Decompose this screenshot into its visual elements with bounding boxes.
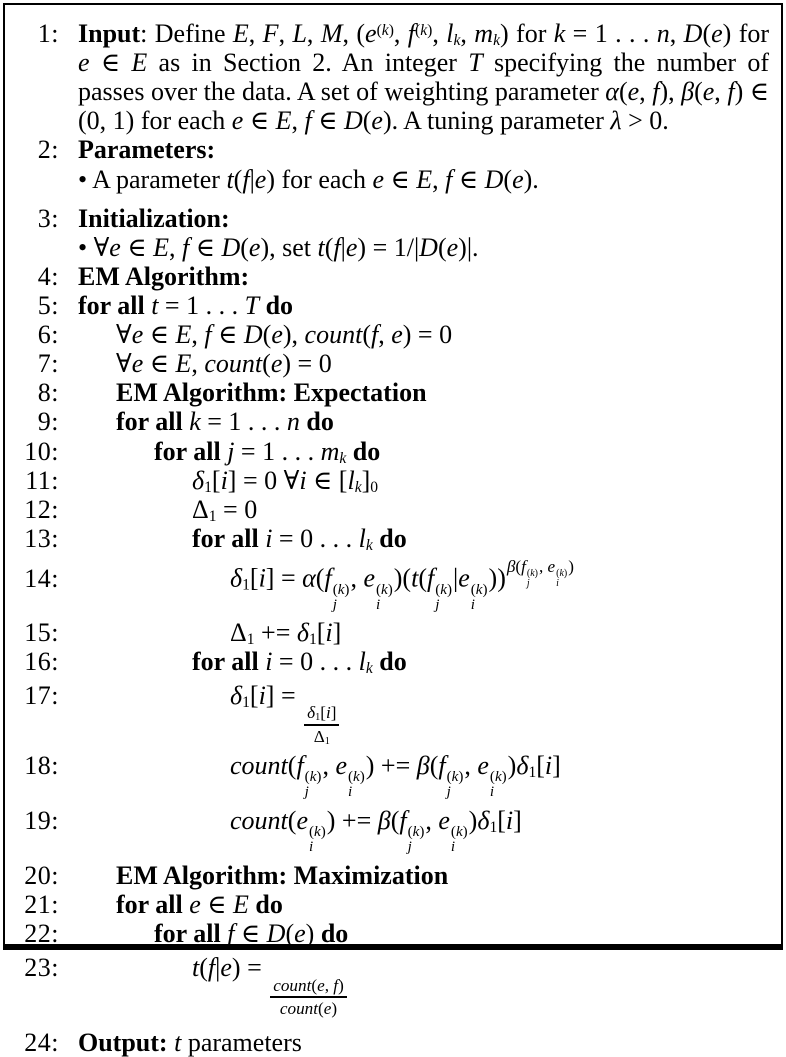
- line-number: 22:: [24, 918, 59, 948]
- line-number: 9:: [37, 407, 59, 437]
- line-number: 14:: [24, 563, 59, 593]
- line-content: $\delta_1[i] = \alpha(f$ (k) j , e (k) i )(t(f (k) j |e (k) i ))β(f (k) j , e (k) i ): [230, 556, 574, 614]
- line-content: EM Algorithm:: [78, 261, 250, 291]
- algo-line: [15, 378, 773, 407]
- algo-line: [15, 291, 773, 320]
- line-content: for all i = 0 . . . $l_k$ do: [192, 646, 407, 677]
- line-number: 6:: [37, 320, 59, 350]
- algo-line: [15, 558, 773, 614]
- algo-line: [15, 751, 773, 801]
- algorithm-lines: [15, 19, 773, 1057]
- line-content: Parameters:: [78, 135, 216, 165]
- algo-line: [15, 262, 773, 291]
- line-content: count(f (k) j , e (k) i ) += β(f (k) j , e (k) i )$\delta_1[i]$: [230, 750, 561, 801]
- line-content: for all t = 1 . . . T do: [78, 290, 294, 320]
- line-number: 2:: [37, 135, 59, 165]
- line-content: t(f|e) = $\frac{\text{count(e, f)}}{\text{count(e)}}$: [78, 953, 773, 1018]
- line-content: for all f ∈ D(e) do: [154, 918, 349, 948]
- line-number: 1:: [37, 19, 59, 48]
- line-content: Initialization:: [78, 203, 230, 233]
- algorithm-frame: [3, 3, 783, 1057]
- algo-line: [15, 135, 773, 164]
- line-content: • ∀e ∈ E, f ∈ D(e), set t(f|e) = 1/|D(e)|.: [78, 232, 479, 262]
- algo-line: [15, 618, 773, 647]
- line-content: EM Algorithm: Maximization: [116, 860, 449, 890]
- line-content: count(e (k) i ) += β(f (k) j , e (k) i )$\delta_1[i]$: [230, 805, 522, 856]
- algo-line: [15, 861, 773, 890]
- algo-line: [15, 1028, 773, 1057]
- line-content: for all j = 1 . . . $m_k$ do: [154, 436, 381, 467]
- line-number: 7:: [37, 349, 59, 379]
- line-content: Output: t parameters: [78, 1028, 302, 1057]
- line-content: $\Delta_1 = 0$: [192, 494, 258, 525]
- line-number: 12:: [24, 494, 59, 524]
- line-content: $\delta_1[i]$ = $\frac{\delta_1[i]}{\Delta_1}$: [78, 681, 773, 746]
- line-content: for all i = 0 . . . $l_k$ do: [192, 523, 407, 554]
- line-number: 19:: [24, 805, 59, 835]
- algo-line: [15, 19, 773, 135]
- algo-line: [15, 953, 773, 1018]
- algo-line: [15, 437, 773, 466]
- line-number: 4:: [37, 261, 59, 291]
- algo-line: [15, 524, 773, 553]
- line-number: 23:: [24, 953, 59, 983]
- line-number: 15:: [24, 617, 59, 647]
- line-number: 10:: [24, 436, 59, 466]
- algo-line: [15, 349, 773, 378]
- line-number: 3:: [37, 203, 59, 233]
- line-content: $\Delta_1 += \delta_1[i]$: [230, 617, 342, 648]
- line-number: 20:: [24, 860, 59, 890]
- algo-line: [15, 919, 773, 948]
- line-content: ∀e ∈ E, f ∈ D(e), count(f, e) = 0: [116, 320, 453, 350]
- algo-line: [15, 495, 773, 524]
- algo-line: [15, 204, 773, 233]
- algo-line: [15, 407, 773, 436]
- line-content: for all e ∈ E do: [116, 889, 283, 919]
- line-number: 11:: [25, 465, 59, 495]
- line-number: 24:: [24, 1028, 59, 1057]
- line-content: • A parameter t(f|e) for each e ∈ E, f ∈ D(e).: [78, 164, 539, 194]
- algo-line: [15, 806, 773, 856]
- line-number: 21:: [24, 889, 59, 919]
- line-content: EM Algorithm: Expectation: [116, 378, 427, 408]
- algo-line: [15, 466, 773, 495]
- line-number: 17:: [24, 680, 59, 710]
- line-content: for all k = 1 . . . n do: [116, 407, 334, 437]
- algo-line: [15, 165, 773, 194]
- algo-line: [15, 320, 773, 349]
- algo-line: [15, 647, 773, 676]
- line-content: ∀e ∈ E, count(e) = 0: [116, 349, 332, 379]
- line-content: $\delta_1[i] = 0$ ∀i ∈ $[l_k]_0$: [192, 465, 379, 496]
- line-number: 5:: [37, 290, 59, 320]
- line-number: 18:: [24, 750, 59, 780]
- line-content: Input: Define E, F, L, M, ($e^{(k)}$, $f^{(k)}$, $l_k$, $m_k$) for k = 1 . . . n, D(e) for e ∈ E as in Section 2. An integer T specifying the number of passes over the data. A set of weighting parameter α(e, f), β(e, f) ∈ (0, 1) for each e ∈ E, f ∈ D(e). A tuning parameter λ > 0.: [78, 19, 770, 136]
- line-number: 13:: [24, 523, 59, 553]
- algo-line: [15, 681, 773, 746]
- algo-line: [15, 233, 773, 262]
- algo-line: [15, 890, 773, 919]
- line-number: 16:: [24, 646, 59, 676]
- line-number: 8:: [37, 378, 59, 408]
